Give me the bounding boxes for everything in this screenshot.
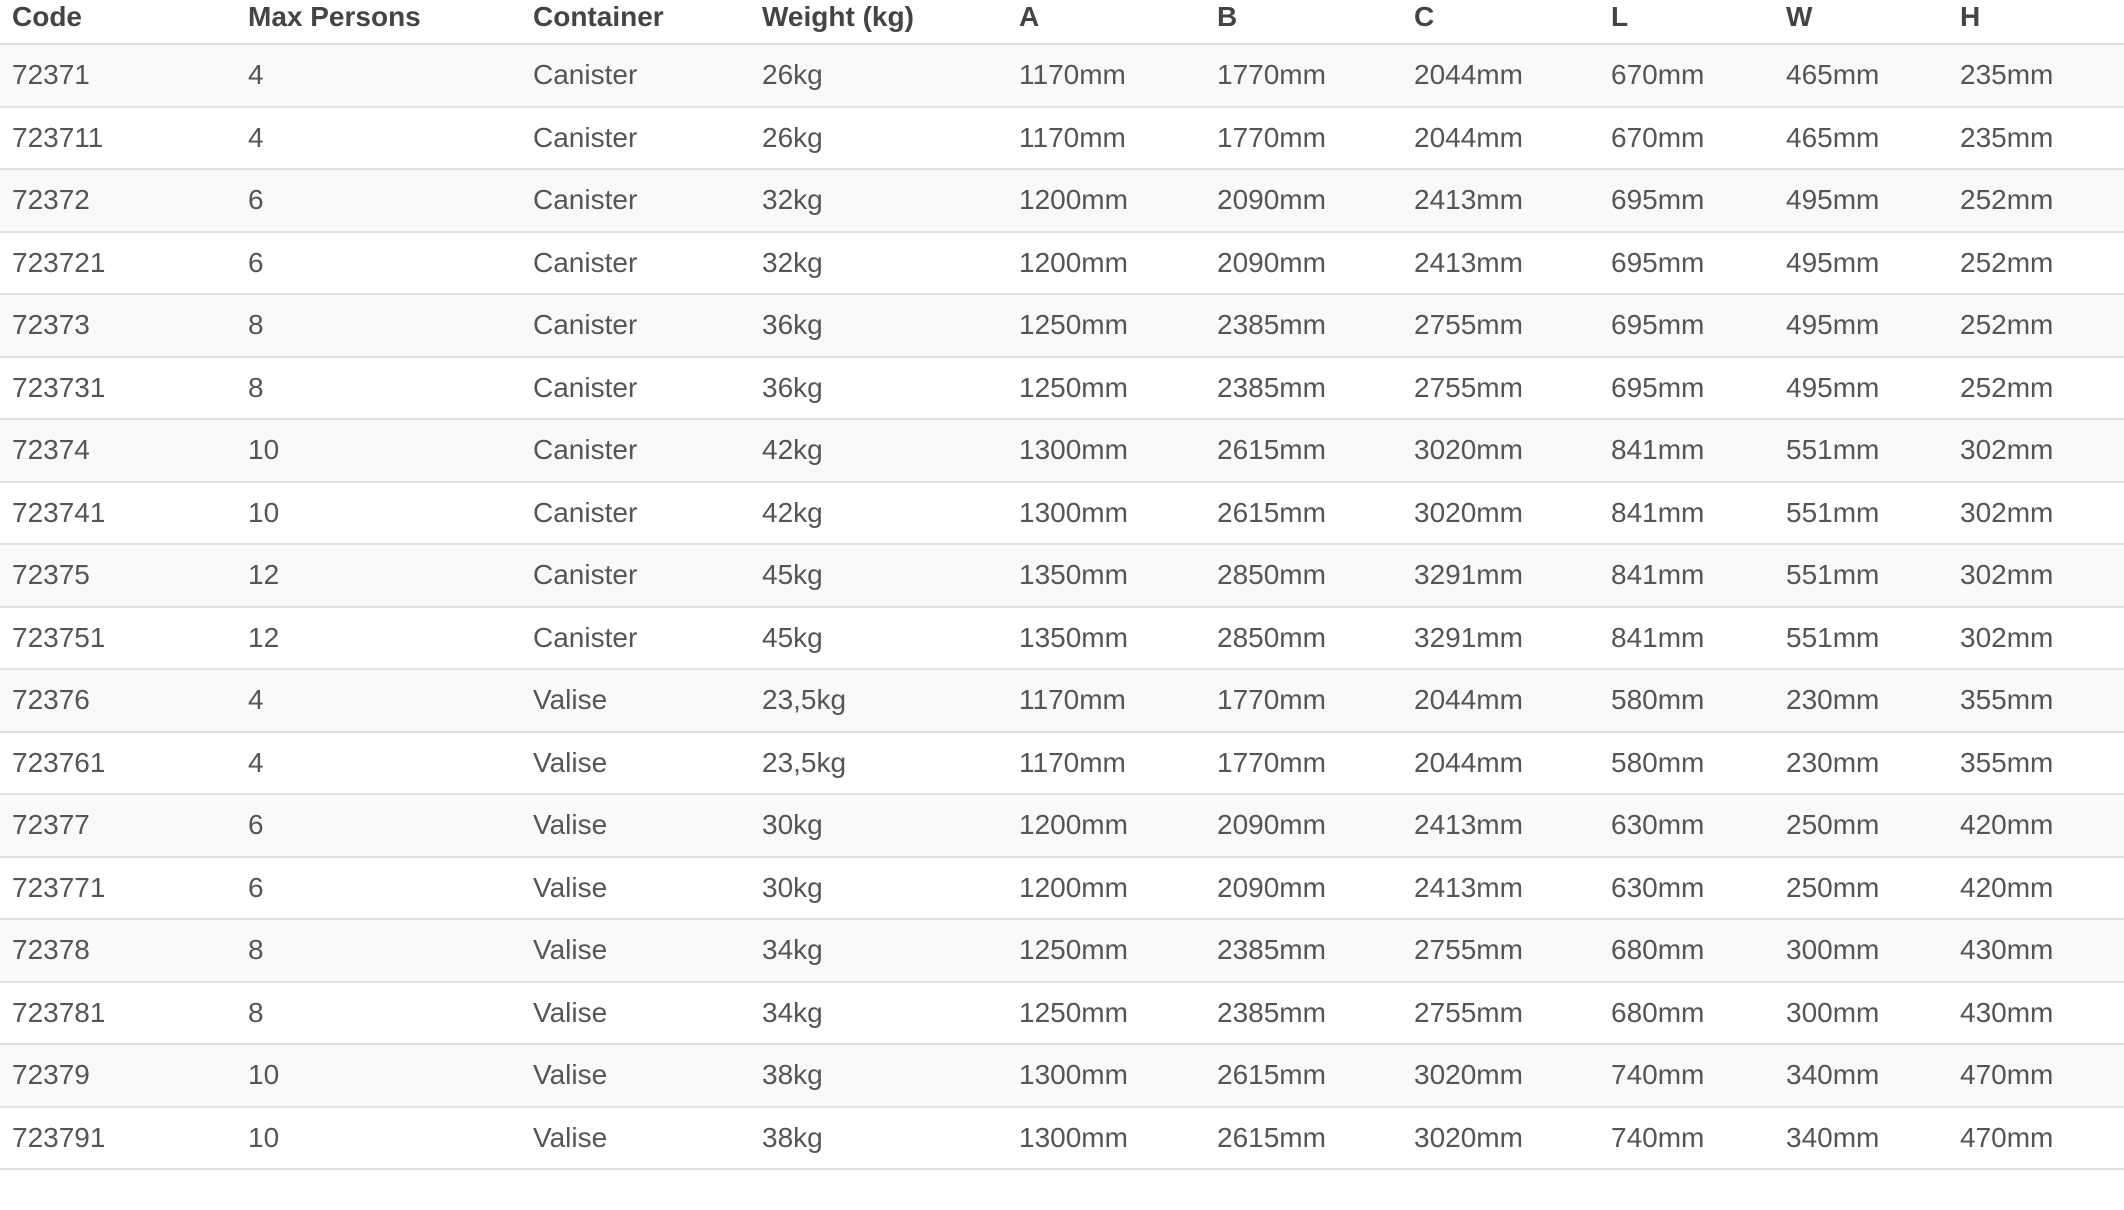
- cell-weight: 42kg: [750, 419, 1007, 482]
- cell-container: Canister: [521, 107, 750, 170]
- cell-max-persons: 4: [236, 732, 521, 795]
- cell-w: 465mm: [1774, 107, 1948, 170]
- cell-b: 2090mm: [1205, 794, 1402, 857]
- cell-b: 2090mm: [1205, 857, 1402, 920]
- table-header: [0, 0, 2124, 44]
- cell-l: 670mm: [1599, 107, 1774, 170]
- table-row: [0, 357, 2124, 420]
- cell-l: 841mm: [1599, 544, 1774, 607]
- cell-c: 3291mm: [1402, 544, 1599, 607]
- cell-weight: 34kg: [750, 982, 1007, 1045]
- table-row: [0, 794, 2124, 857]
- cell-weight: 45kg: [750, 607, 1007, 670]
- cell-h: 235mm: [1948, 107, 2124, 170]
- cell-a: 1250mm: [1007, 982, 1205, 1045]
- cell-c: 2755mm: [1402, 982, 1599, 1045]
- cell-max-persons: 4: [236, 107, 521, 170]
- cell-a: 1170mm: [1007, 669, 1205, 732]
- header-row: [0, 0, 2124, 44]
- cell-w: 495mm: [1774, 169, 1948, 232]
- column-header-a: A: [1007, 0, 1205, 44]
- cell-c: 3020mm: [1402, 482, 1599, 545]
- cell-h: 252mm: [1948, 169, 2124, 232]
- cell-max-persons: 4: [236, 669, 521, 732]
- table-row: [0, 1107, 2124, 1170]
- cell-container: Canister: [521, 357, 750, 420]
- cell-max-persons: 10: [236, 1044, 521, 1107]
- cell-a: 1300mm: [1007, 482, 1205, 545]
- column-header-h: H: [1948, 0, 2124, 44]
- cell-b: 2385mm: [1205, 919, 1402, 982]
- cell-w: 230mm: [1774, 669, 1948, 732]
- cell-weight: 30kg: [750, 857, 1007, 920]
- cell-a: 1170mm: [1007, 44, 1205, 107]
- cell-b: 2850mm: [1205, 607, 1402, 670]
- cell-max-persons: 8: [236, 294, 521, 357]
- cell-code: 72375: [0, 544, 236, 607]
- table-row: [0, 294, 2124, 357]
- cell-code: 723781: [0, 982, 236, 1045]
- cell-h: 252mm: [1948, 294, 2124, 357]
- cell-container: Valise: [521, 1044, 750, 1107]
- column-header-container: Container: [521, 0, 750, 44]
- cell-max-persons: 12: [236, 607, 521, 670]
- column-header-w: W: [1774, 0, 1948, 44]
- table-row: [0, 232, 2124, 295]
- cell-l: 740mm: [1599, 1107, 1774, 1170]
- cell-max-persons: 10: [236, 419, 521, 482]
- table-row: [0, 482, 2124, 545]
- cell-h: 302mm: [1948, 482, 2124, 545]
- cell-w: 551mm: [1774, 419, 1948, 482]
- cell-b: 2385mm: [1205, 294, 1402, 357]
- cell-c: 2044mm: [1402, 732, 1599, 795]
- cell-l: 695mm: [1599, 357, 1774, 420]
- cell-a: 1170mm: [1007, 107, 1205, 170]
- cell-c: 2413mm: [1402, 857, 1599, 920]
- cell-weight: 32kg: [750, 169, 1007, 232]
- cell-container: Canister: [521, 544, 750, 607]
- cell-h: 355mm: [1948, 732, 2124, 795]
- cell-h: 252mm: [1948, 357, 2124, 420]
- cell-container: Canister: [521, 607, 750, 670]
- cell-c: 3020mm: [1402, 1044, 1599, 1107]
- cell-h: 470mm: [1948, 1044, 2124, 1107]
- cell-a: 1300mm: [1007, 1107, 1205, 1170]
- table-row: [0, 544, 2124, 607]
- cell-c: 2755mm: [1402, 294, 1599, 357]
- cell-a: 1200mm: [1007, 232, 1205, 295]
- cell-weight: 23,5kg: [750, 732, 1007, 795]
- cell-w: 300mm: [1774, 982, 1948, 1045]
- cell-l: 680mm: [1599, 982, 1774, 1045]
- cell-code: 723731: [0, 357, 236, 420]
- table-row: [0, 919, 2124, 982]
- cell-max-persons: 8: [236, 919, 521, 982]
- cell-w: 250mm: [1774, 794, 1948, 857]
- cell-weight: 26kg: [750, 44, 1007, 107]
- cell-a: 1200mm: [1007, 169, 1205, 232]
- cell-code: 72372: [0, 169, 236, 232]
- cell-w: 465mm: [1774, 44, 1948, 107]
- column-header-l: L: [1599, 0, 1774, 44]
- cell-code: 723771: [0, 857, 236, 920]
- cell-c: 2413mm: [1402, 169, 1599, 232]
- cell-code: 723741: [0, 482, 236, 545]
- cell-b: 2385mm: [1205, 357, 1402, 420]
- cell-b: 2615mm: [1205, 1107, 1402, 1170]
- cell-b: 2090mm: [1205, 232, 1402, 295]
- cell-code: 723791: [0, 1107, 236, 1170]
- cell-weight: 32kg: [750, 232, 1007, 295]
- cell-c: 2755mm: [1402, 919, 1599, 982]
- cell-max-persons: 4: [236, 44, 521, 107]
- cell-l: 841mm: [1599, 482, 1774, 545]
- cell-max-persons: 6: [236, 857, 521, 920]
- cell-max-persons: 6: [236, 169, 521, 232]
- cell-c: 2044mm: [1402, 107, 1599, 170]
- cell-weight: 42kg: [750, 482, 1007, 545]
- cell-l: 695mm: [1599, 232, 1774, 295]
- cell-max-persons: 10: [236, 1107, 521, 1170]
- cell-max-persons: 8: [236, 982, 521, 1045]
- cell-w: 495mm: [1774, 232, 1948, 295]
- cell-l: 630mm: [1599, 794, 1774, 857]
- column-header-b: B: [1205, 0, 1402, 44]
- cell-code: 723761: [0, 732, 236, 795]
- cell-h: 430mm: [1948, 919, 2124, 982]
- cell-weight: 26kg: [750, 107, 1007, 170]
- cell-container: Canister: [521, 419, 750, 482]
- cell-container: Valise: [521, 794, 750, 857]
- cell-code: 723711: [0, 107, 236, 170]
- table-row: [0, 982, 2124, 1045]
- cell-l: 841mm: [1599, 607, 1774, 670]
- cell-a: 1250mm: [1007, 294, 1205, 357]
- cell-code: 72373: [0, 294, 236, 357]
- table-row: [0, 169, 2124, 232]
- cell-h: 252mm: [1948, 232, 2124, 295]
- cell-b: 2615mm: [1205, 419, 1402, 482]
- cell-container: Canister: [521, 44, 750, 107]
- cell-weight: 23,5kg: [750, 669, 1007, 732]
- cell-b: 1770mm: [1205, 732, 1402, 795]
- cell-container: Valise: [521, 732, 750, 795]
- cell-code: 72378: [0, 919, 236, 982]
- table-row: [0, 607, 2124, 670]
- table-row: [0, 1044, 2124, 1107]
- cell-weight: 30kg: [750, 794, 1007, 857]
- cell-container: Canister: [521, 294, 750, 357]
- cell-container: Valise: [521, 982, 750, 1045]
- cell-b: 2615mm: [1205, 482, 1402, 545]
- table-row: [0, 857, 2124, 920]
- cell-b: 2090mm: [1205, 169, 1402, 232]
- cell-weight: 38kg: [750, 1044, 1007, 1107]
- cell-a: 1200mm: [1007, 794, 1205, 857]
- cell-c: 2413mm: [1402, 232, 1599, 295]
- cell-code: 723721: [0, 232, 236, 295]
- cell-h: 420mm: [1948, 857, 2124, 920]
- cell-l: 695mm: [1599, 169, 1774, 232]
- cell-container: Canister: [521, 169, 750, 232]
- column-header-weight: Weight (kg): [750, 0, 1007, 44]
- cell-c: 3020mm: [1402, 1107, 1599, 1170]
- cell-max-persons: 6: [236, 232, 521, 295]
- cell-w: 551mm: [1774, 482, 1948, 545]
- cell-h: 430mm: [1948, 982, 2124, 1045]
- cell-code: 72377: [0, 794, 236, 857]
- cell-l: 841mm: [1599, 419, 1774, 482]
- cell-l: 670mm: [1599, 44, 1774, 107]
- cell-a: 1250mm: [1007, 357, 1205, 420]
- cell-l: 695mm: [1599, 294, 1774, 357]
- cell-weight: 38kg: [750, 1107, 1007, 1170]
- cell-l: 740mm: [1599, 1044, 1774, 1107]
- cell-a: 1350mm: [1007, 607, 1205, 670]
- cell-code: 723751: [0, 607, 236, 670]
- cell-h: 355mm: [1948, 669, 2124, 732]
- cell-code: 72374: [0, 419, 236, 482]
- table-row: [0, 44, 2124, 107]
- cell-container: Canister: [521, 482, 750, 545]
- cell-h: 302mm: [1948, 544, 2124, 607]
- cell-weight: 36kg: [750, 294, 1007, 357]
- cell-c: 2044mm: [1402, 669, 1599, 732]
- cell-h: 302mm: [1948, 419, 2124, 482]
- cell-max-persons: 8: [236, 357, 521, 420]
- cell-w: 230mm: [1774, 732, 1948, 795]
- cell-weight: 45kg: [750, 544, 1007, 607]
- table-row: [0, 669, 2124, 732]
- cell-w: 495mm: [1774, 357, 1948, 420]
- cell-container: Valise: [521, 669, 750, 732]
- cell-w: 250mm: [1774, 857, 1948, 920]
- cell-c: 3291mm: [1402, 607, 1599, 670]
- cell-w: 551mm: [1774, 544, 1948, 607]
- cell-code: 72376: [0, 669, 236, 732]
- cell-b: 2385mm: [1205, 982, 1402, 1045]
- cell-container: Valise: [521, 857, 750, 920]
- cell-c: 3020mm: [1402, 419, 1599, 482]
- cell-w: 551mm: [1774, 607, 1948, 670]
- table-row: [0, 419, 2124, 482]
- cell-l: 580mm: [1599, 669, 1774, 732]
- cell-h: 302mm: [1948, 607, 2124, 670]
- cell-code: 72379: [0, 1044, 236, 1107]
- cell-w: 495mm: [1774, 294, 1948, 357]
- cell-code: 72371: [0, 44, 236, 107]
- cell-a: 1300mm: [1007, 419, 1205, 482]
- cell-l: 580mm: [1599, 732, 1774, 795]
- cell-container: Valise: [521, 919, 750, 982]
- cell-weight: 36kg: [750, 357, 1007, 420]
- cell-a: 1200mm: [1007, 857, 1205, 920]
- cell-a: 1350mm: [1007, 544, 1205, 607]
- cell-l: 680mm: [1599, 919, 1774, 982]
- cell-b: 1770mm: [1205, 44, 1402, 107]
- cell-c: 2755mm: [1402, 357, 1599, 420]
- cell-l: 630mm: [1599, 857, 1774, 920]
- table-row: [0, 732, 2124, 795]
- cell-w: 340mm: [1774, 1044, 1948, 1107]
- cell-w: 340mm: [1774, 1107, 1948, 1170]
- cell-a: 1250mm: [1007, 919, 1205, 982]
- cell-weight: 34kg: [750, 919, 1007, 982]
- cell-h: 420mm: [1948, 794, 2124, 857]
- cell-c: 2413mm: [1402, 794, 1599, 857]
- cell-a: 1300mm: [1007, 1044, 1205, 1107]
- table-body: [0, 44, 2124, 1169]
- table-row: [0, 107, 2124, 170]
- cell-a: 1170mm: [1007, 732, 1205, 795]
- column-header-code: Code: [0, 0, 236, 44]
- cell-max-persons: 12: [236, 544, 521, 607]
- cell-w: 300mm: [1774, 919, 1948, 982]
- cell-h: 470mm: [1948, 1107, 2124, 1170]
- cell-b: 2615mm: [1205, 1044, 1402, 1107]
- cell-h: 235mm: [1948, 44, 2124, 107]
- cell-max-persons: 6: [236, 794, 521, 857]
- column-header-max-persons: Max Persons: [236, 0, 521, 44]
- cell-max-persons: 10: [236, 482, 521, 545]
- cell-container: Valise: [521, 1107, 750, 1170]
- cell-b: 1770mm: [1205, 107, 1402, 170]
- cell-b: 1770mm: [1205, 669, 1402, 732]
- cell-c: 2044mm: [1402, 44, 1599, 107]
- cell-container: Canister: [521, 232, 750, 295]
- column-header-c: C: [1402, 0, 1599, 44]
- cell-b: 2850mm: [1205, 544, 1402, 607]
